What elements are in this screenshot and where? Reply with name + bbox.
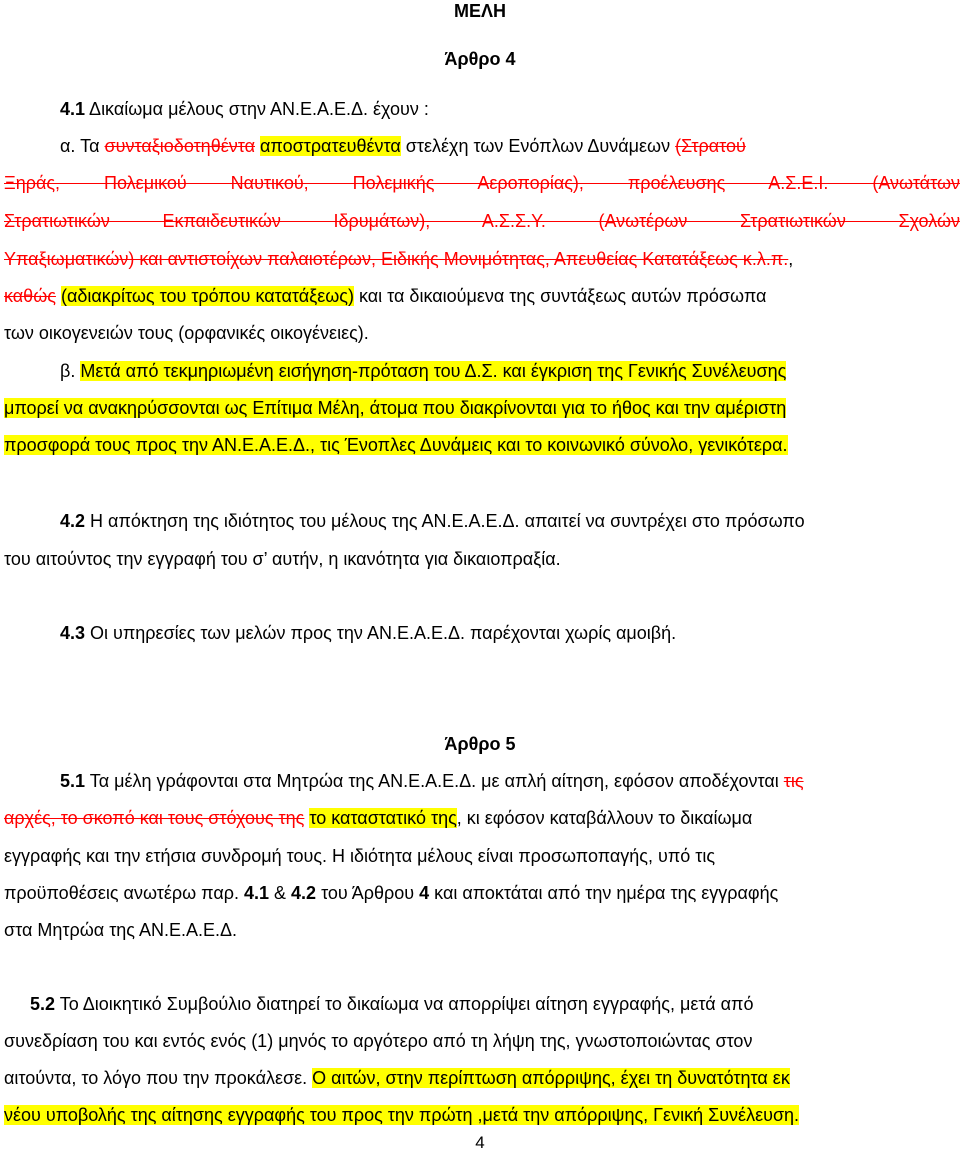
section-4-2-line-2: του αιτούντος την εγγραφή του σ’ αυτήν, η ικανότητα για δικαιοπραξία. bbox=[4, 549, 561, 569]
section-4-1-heading bbox=[60, 98, 940, 120]
section-4-1-b-line-2 bbox=[4, 397, 960, 419]
article-4-title: Άρθρο 4 bbox=[444, 49, 516, 69]
chapter-title: ΜΕΛΗ bbox=[453, 1, 506, 21]
reference-number: 4.2 bbox=[291, 883, 317, 903]
section-number: 5.2 bbox=[30, 994, 56, 1014]
body-text: , bbox=[788, 249, 794, 269]
section-number: 5.1 bbox=[60, 771, 86, 791]
section-5-1-line-1 bbox=[60, 770, 956, 792]
body-text: Τα μέλη γράφονται στα Μητρώα της ΑΝ.Ε.Α.Ε.Δ. με απλή αίτηση, εφόσον αποδέχονται bbox=[85, 771, 784, 791]
deleted-line: Στρατιωτικών Εκπαιδευτικών Ιδρυμάτων), Α.Σ.Σ.Υ. (Ανωτέρων Στρατιωτικών Σχολών bbox=[4, 211, 960, 231]
section-4-3 bbox=[60, 622, 960, 644]
inserted-text: Μετά από τεκμηριωμένη εισήγηση-πρόταση του Δ.Σ. και έγκριση της Γενικής Συνέλευσης bbox=[80, 361, 787, 381]
inserted-text: νέου υποβολής της αίτησης εγγραφής του προς την πρώτη ,μετά την απόρριψης, Γενική Συνέλευση. bbox=[4, 1105, 800, 1125]
section-number: 4.2 bbox=[60, 511, 86, 531]
deleted-line: Ξηράς, Πολεμικού Ναυτικού, Πολεμικής Αεροπορίας), προέλευσης Α.Σ.Ε.Ι. (Ανωτάτων bbox=[4, 173, 960, 193]
body-text: Το Διοικητικό Συμβούλιο διατηρεί το δικαίωμα να απορρίψει αίτηση εγγραφής, μετά από bbox=[55, 994, 754, 1014]
inserted-text: μπορεί να ανακηρύσσονται ως Επίτιμα Μέλη, άτομα που διακρίνονται για το ήθος και την αμέριστη bbox=[4, 398, 787, 418]
section-4-2-line-1 bbox=[60, 510, 960, 532]
body-text: και τα δικαιούμενα της συντάξεως αυτών πρόσωπα bbox=[353, 286, 767, 306]
deleted-text: συνταξιοδοτηθέντα bbox=[104, 136, 255, 156]
deleted-text: τις bbox=[783, 771, 804, 791]
section-5-2-line-1 bbox=[30, 993, 956, 1015]
body-text: , κι εφόσον καταβάλλουν το δικαίωμα bbox=[456, 808, 753, 828]
body-text: του Άρθρου bbox=[316, 883, 420, 903]
inserted-text: (αδιακρίτως του τρόπου κατατάξεως) bbox=[60, 286, 354, 306]
body-line: των οικογενειών τους (ορφανικές οικογένειες). bbox=[4, 323, 369, 343]
section-number: 4.1 bbox=[60, 99, 86, 119]
section-5-2-line-4 bbox=[4, 1104, 960, 1126]
section-4-1-a-line-1 bbox=[60, 135, 956, 157]
body-text: Οι υπηρεσίες των μελών προς την ΑΝ.Ε.Α.Ε.Δ. παρέχονται χωρίς αμοιβή. bbox=[85, 623, 677, 643]
inserted-text: προσφορά τους προς την ΑΝ.Ε.Α.Ε.Δ., τις Ένοπλες Δυνάμεις και το κοινωνικό σύνολο, γενικότερα. bbox=[4, 435, 788, 455]
reference-number: 4 bbox=[419, 883, 430, 903]
deleted-text: (Στρατού bbox=[675, 136, 746, 156]
inserted-text: αποστρατευθέντα bbox=[260, 136, 401, 156]
deleted-line-with-tail bbox=[4, 248, 960, 270]
deleted-text: Υπαξιωματικών) και αντιστοίχων παλαιοτέρων, Ειδικής Μονιμότητας, Απευθείας Κατατάξεως κ.λ.π. bbox=[4, 249, 789, 269]
section-4-1-b-line-1 bbox=[60, 360, 960, 382]
body-text: αιτούντα, το λόγο που την προκάλεσε. bbox=[4, 1068, 313, 1088]
body-text: προϋποθέσεις ανωτέρω παρ. bbox=[4, 883, 244, 903]
section-4-1-b-line-3 bbox=[4, 434, 960, 456]
item-b-label: β. bbox=[60, 361, 81, 381]
page-number: 4 bbox=[475, 1133, 485, 1152]
item-a-label: α. Τα bbox=[60, 136, 105, 156]
section-5-2-line-3 bbox=[4, 1067, 960, 1089]
inserted-text: Ο αιτών, στην περίπτωση απόρριψης, έχει τη δυνατότητα εκ bbox=[312, 1068, 790, 1088]
inserted-text: το καταστατικό της bbox=[309, 808, 457, 828]
section-5-1-line-4 bbox=[4, 882, 960, 904]
deleted-text: αρχές, το σκοπό και τους στόχους της bbox=[4, 808, 305, 828]
section-number: 4.3 bbox=[60, 623, 86, 643]
body-text: και αποκτάται από την ημέρα της εγγραφής bbox=[429, 883, 779, 903]
section-5-1-line-2 bbox=[4, 807, 960, 829]
section-5-2-line-2: συνεδρίαση του και εντός ενός (1) μηνός το αργότερο από τη λήψη της, γνωστοποιώντας στον bbox=[4, 1031, 753, 1051]
section-5-1-line-3: εγγραφής και την ετήσια συνδρομή τους. Η ιδιότητα μέλους είναι προσωποπαγής, υπό τις bbox=[4, 846, 716, 866]
section-4-1-a-line-5 bbox=[4, 285, 960, 307]
body-text: στελέχη των Ενόπλων Δυνάμεων bbox=[400, 136, 676, 156]
body-text: Η απόκτηση της ιδιότητος του μέλους της ΑΝ.Ε.Α.Ε.Δ. απαιτεί να συντρέχει στο πρόσωπο bbox=[85, 511, 805, 531]
article-5-title: Άρθρο 5 bbox=[444, 734, 516, 754]
section-5-1-line-5: στα Μητρώα της ΑΝ.Ε.Α.Ε.Δ. bbox=[4, 920, 238, 940]
reference-number: 4.1 bbox=[243, 883, 270, 903]
deleted-text: καθώς bbox=[4, 286, 56, 306]
body-text: & bbox=[269, 883, 292, 903]
section-heading-text: Δικαίωμα μέλους στην ΑΝ.Ε.Α.Ε.Δ. έχουν : bbox=[85, 99, 429, 119]
